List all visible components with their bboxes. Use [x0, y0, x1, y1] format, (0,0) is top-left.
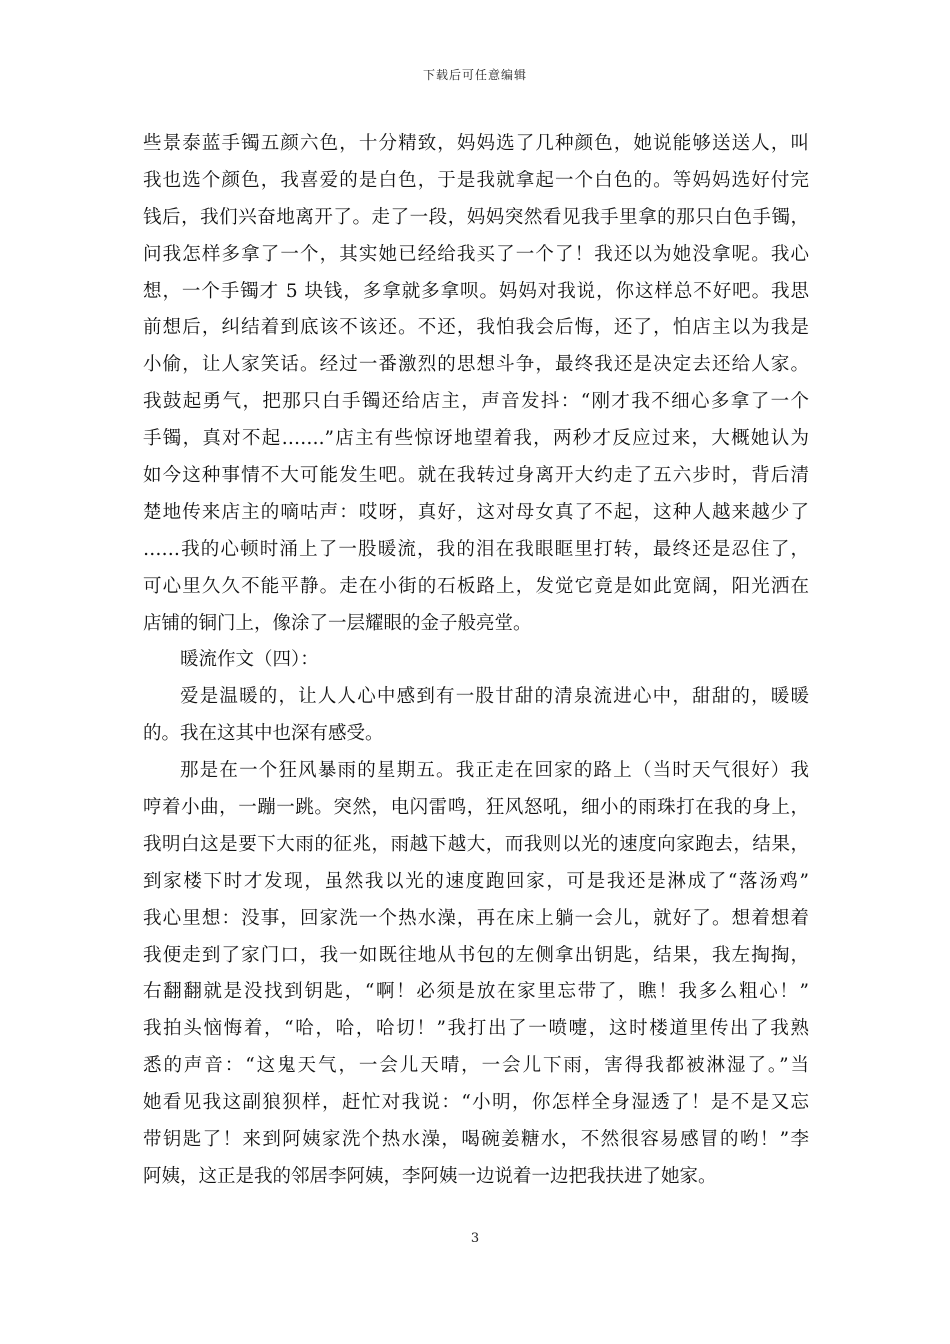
text-line: 阿姨，这正是我的邻居李阿姨，李阿姨一边说着一边把我扶进了她家。: [143, 1165, 717, 1187]
text-line: 想，一个手镯才 5 块钱，多拿就多拿呗。妈妈对我说，你这样总不好吧。我思: [143, 280, 809, 302]
text-line: 我拍头恼悔着，“哈，哈，哈切！”我打出了一喷嚏，这时楼道里传出了我熟: [143, 1018, 809, 1040]
text-line: 右翻翻就是没找到钥匙，“啊！必须是放在家里忘带了，瞧！我多么粗心！”: [143, 981, 809, 1003]
text-line: 我便走到了家门口，我一如既往地从书包的左侧拿出钥匙，结果，我左掏掏，: [143, 944, 809, 966]
text-line: 我也选个颜色，我喜爱的是白色，于是我就拿起一个白色的。等妈妈选好付完: [143, 169, 809, 191]
text-line: 我明白这是要下大雨的征兆，雨越下越大，而我则以光的速度向家跑去，结果，: [143, 833, 809, 855]
text-line: 如今这种事情不大可能发生吧。就在我转过身离开大约走了五六步时，背后清: [143, 465, 809, 487]
text-line: 带钥匙了！来到阿姨家洗个热水澡，喝碗姜糖水，不然很容易感冒的哟！”李: [143, 1129, 809, 1151]
text-line: 我鼓起勇气，把那只白手镯还给店主，声音发抖：“刚才我不细心多拿了一个: [143, 391, 809, 413]
text-line: 我心里想：没事，回家洗一个热水澡，再在床上躺一会儿，就好了。想着想着: [143, 907, 809, 929]
document-body: [143, 126, 809, 1196]
text-line: 些景泰蓝手镯五颜六色，十分精致，妈妈选了几种颜色，她说能够送送人，叫: [143, 133, 809, 154]
text-line: 店铺的铜门上，像涂了一层耀眼的金子般亮堂。: [143, 612, 532, 634]
text-line: 的。我在这其中也深有感受。: [143, 723, 384, 745]
page-header: 下载后可任意编辑: [422, 68, 527, 82]
text-line: 到家楼下时才发现，虽然我以光的速度跑回家，可是我还是淋成了“落汤鸡”: [143, 870, 809, 892]
text-line: 爱是温暖的，让人人心中感到有一股甘甜的清泉流进心中，甜甜的，暖暖: [180, 686, 809, 708]
page-number: 3: [470, 1231, 480, 1246]
text-line: 手镯，真对不起…….”店主有些惊讶地望着我，两秒才反应过来，大概她认为: [143, 428, 809, 450]
section-heading: 暖流作文（四）：: [180, 649, 319, 671]
text-line: 小偷，让人家笑话。经过一番激烈的思想斗争，最终我还是决定去还给人家。: [143, 354, 809, 376]
text-line: 问我怎样多拿了一个，其实她已经给我买了一个了！我还以为她没拿呢。我心: [143, 243, 809, 265]
text-line: 钱后，我们兴奋地离开了。走了一段，妈妈突然看见我手里拿的那只白色手镯，: [143, 206, 809, 228]
text-line: 哼着小曲，一蹦一跳。突然，电闪雷鸣，狂风怒吼，细小的雨珠打在我的身上，: [143, 797, 809, 819]
text-line: ……我的心顿时涌上了一股暖流，我的泪在我眼眶里打转，最终还是忍住了，: [143, 538, 809, 560]
text-line: 楚地传来店主的嘀咕声：哎呀，真好，这对母女真了不起，这种人越来越少了: [143, 501, 809, 523]
text-line: 前想后，纠结着到底该不该还。不还，我怕我会后悔，还了，怕店主以为我是: [143, 317, 809, 339]
text-line: 可心里久久不能平静。走在小街的石板路上，发觉它竟是如此宽阔，阳光洒在: [143, 575, 809, 597]
text-line: 她看见我这副狼狈样，赶忙对我说：“小明，你怎样全身湿透了！是不是又忘: [143, 1092, 809, 1114]
text-line: 那是在一个狂风暴雨的星期五。我正走在回家的路上（当时天气很好）我: [180, 760, 809, 782]
text-line: 悉的声音：“这鬼天气，一会儿天晴，一会儿下雨，害得我都被淋湿了。”当: [143, 1055, 809, 1077]
